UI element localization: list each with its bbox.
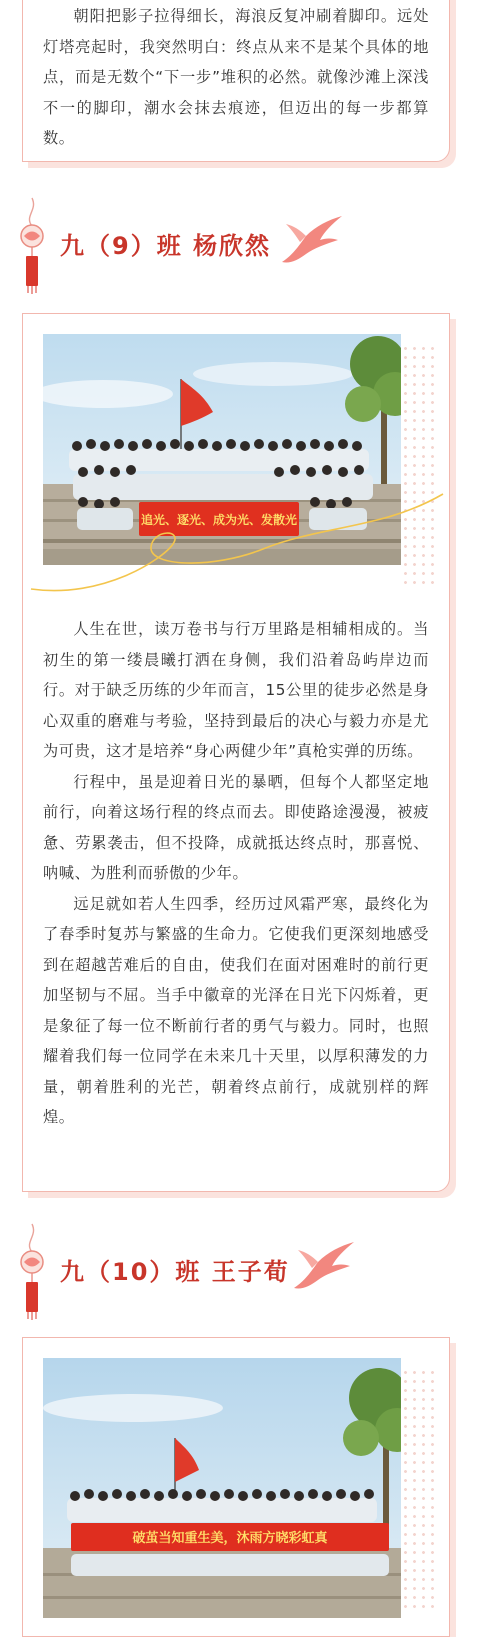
heading-class10-text: 九（10）班 王子荀 [60, 1258, 290, 1286]
class10-group-photo [43, 1358, 401, 1618]
previous-essay-text [43, 1, 429, 154]
section-heading-class10 [0, 1222, 480, 1322]
previous-essay-paragraph: 朝阳把影子拉得细长，海浪反复冲刷着脚印。远处灯塔亮起时，我突然明白：终点从来不是某个具体的地点，而是无数个“下一步”堆积的必然。就像沙滩上深浅不一的脚印，潮水会抹去痕迹，但迈出的每一步都算数。 [43, 7, 429, 147]
class9-essay-text [43, 614, 429, 1133]
class9-paragraph-2: 行程中，虽是迎着日光的暴晒，但每个人都坚定地前行，向着这场行程的终点而去。即使路途漫漫，被疲惫、劳累袭击，但不投降，成就抵达终点时，那喜悦、呐喊、为胜利而骄傲的少年。 [43, 772, 429, 882]
class10-essay-card [22, 1337, 450, 1637]
class9-paragraph-1: 人生在世，读万卷书与行万里路是相辅相成的。当初生的第一缕晨曦打洒在身侧，我们沿着岛屿岸边而行。对于缺乏历练的少年而言，15公里的徒步必然是身心双重的磨难与考验，坚持到最后的决心与毅力亦是尤为可贵，这才是培养“身心两健少年”真枪实弹的历练。 [43, 620, 429, 760]
flying-bird-icon [278, 214, 344, 266]
lantern-ornament-icon [14, 1222, 50, 1322]
gold-swirl-decoration [23, 489, 451, 599]
heading-class9-text: 九（9）班 杨欣然 [60, 232, 272, 260]
class10-photo-banner: 破茧当知重生美，沐雨方晓彩虹真 [132, 1531, 328, 1546]
class9-essay-card [22, 313, 450, 1192]
flying-bird-icon [290, 1240, 356, 1292]
section-heading-class9 [0, 196, 480, 296]
dot-pattern-decoration [401, 1368, 435, 1608]
class9-photo-banner: 追光、逐光、成为光、发散光 [140, 513, 298, 527]
previous-essay-card [22, 0, 450, 162]
lantern-ornament-icon [14, 196, 50, 296]
class9-paragraph-3: 远足就如若人生四季，经历过风霜严寒，最终化为了春季时复苏与繁盛的生命力。它使我们更深刻地感受到在超越苦难后的自由，使我们在面对困难时的前行更加坚韧与不屈。当手中徽章的光泽在日光下闪烁着，更是象征了每一位不断前行者的勇气与毅力。同时，也照耀着我们每一位同学在未来几十天里，以厚积薄发的力量，朝着胜利的光芒，朝着终点前行，成就别样的辉煌。 [43, 894, 429, 1126]
